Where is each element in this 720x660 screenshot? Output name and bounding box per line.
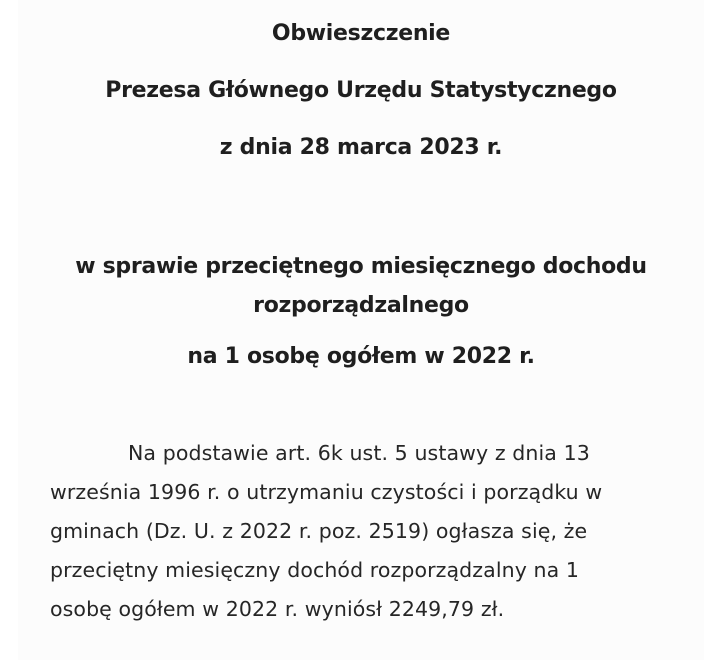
document-title: Obwieszczenie — [271, 21, 451, 46]
body-line: Na podstawie art. 6k ust. 5 ustawy z dnia 13 — [128, 441, 590, 465]
body-line: września 1996 r. o utrzymaniu czystości i porządku w — [50, 480, 603, 504]
issuer-title: Prezesa Głównego Urzędu Statystycznego — [105, 78, 617, 103]
document-subject — [18, 247, 704, 325]
body-line: gminach (Dz. U. z 2022 r. poz. 2519) ogłasza się, że — [50, 519, 588, 543]
document-page — [18, 0, 704, 660]
document-date: z dnia 28 marca 2023 r. — [219, 135, 503, 160]
document-subject-scope: na 1 osobę ogółem w 2022 r. — [187, 344, 535, 369]
subject-line: rozporządzalnego — [253, 293, 469, 318]
subject-line: w sprawie przeciętnego miesięcznego dochodu — [75, 254, 647, 279]
body-line: osobę ogółem w 2022 r. wyniósł 2249,79 zł. — [50, 597, 505, 621]
document-body — [50, 434, 650, 629]
body-line: przeciętny miesięczny dochód rozporządzalny na 1 — [50, 558, 580, 582]
